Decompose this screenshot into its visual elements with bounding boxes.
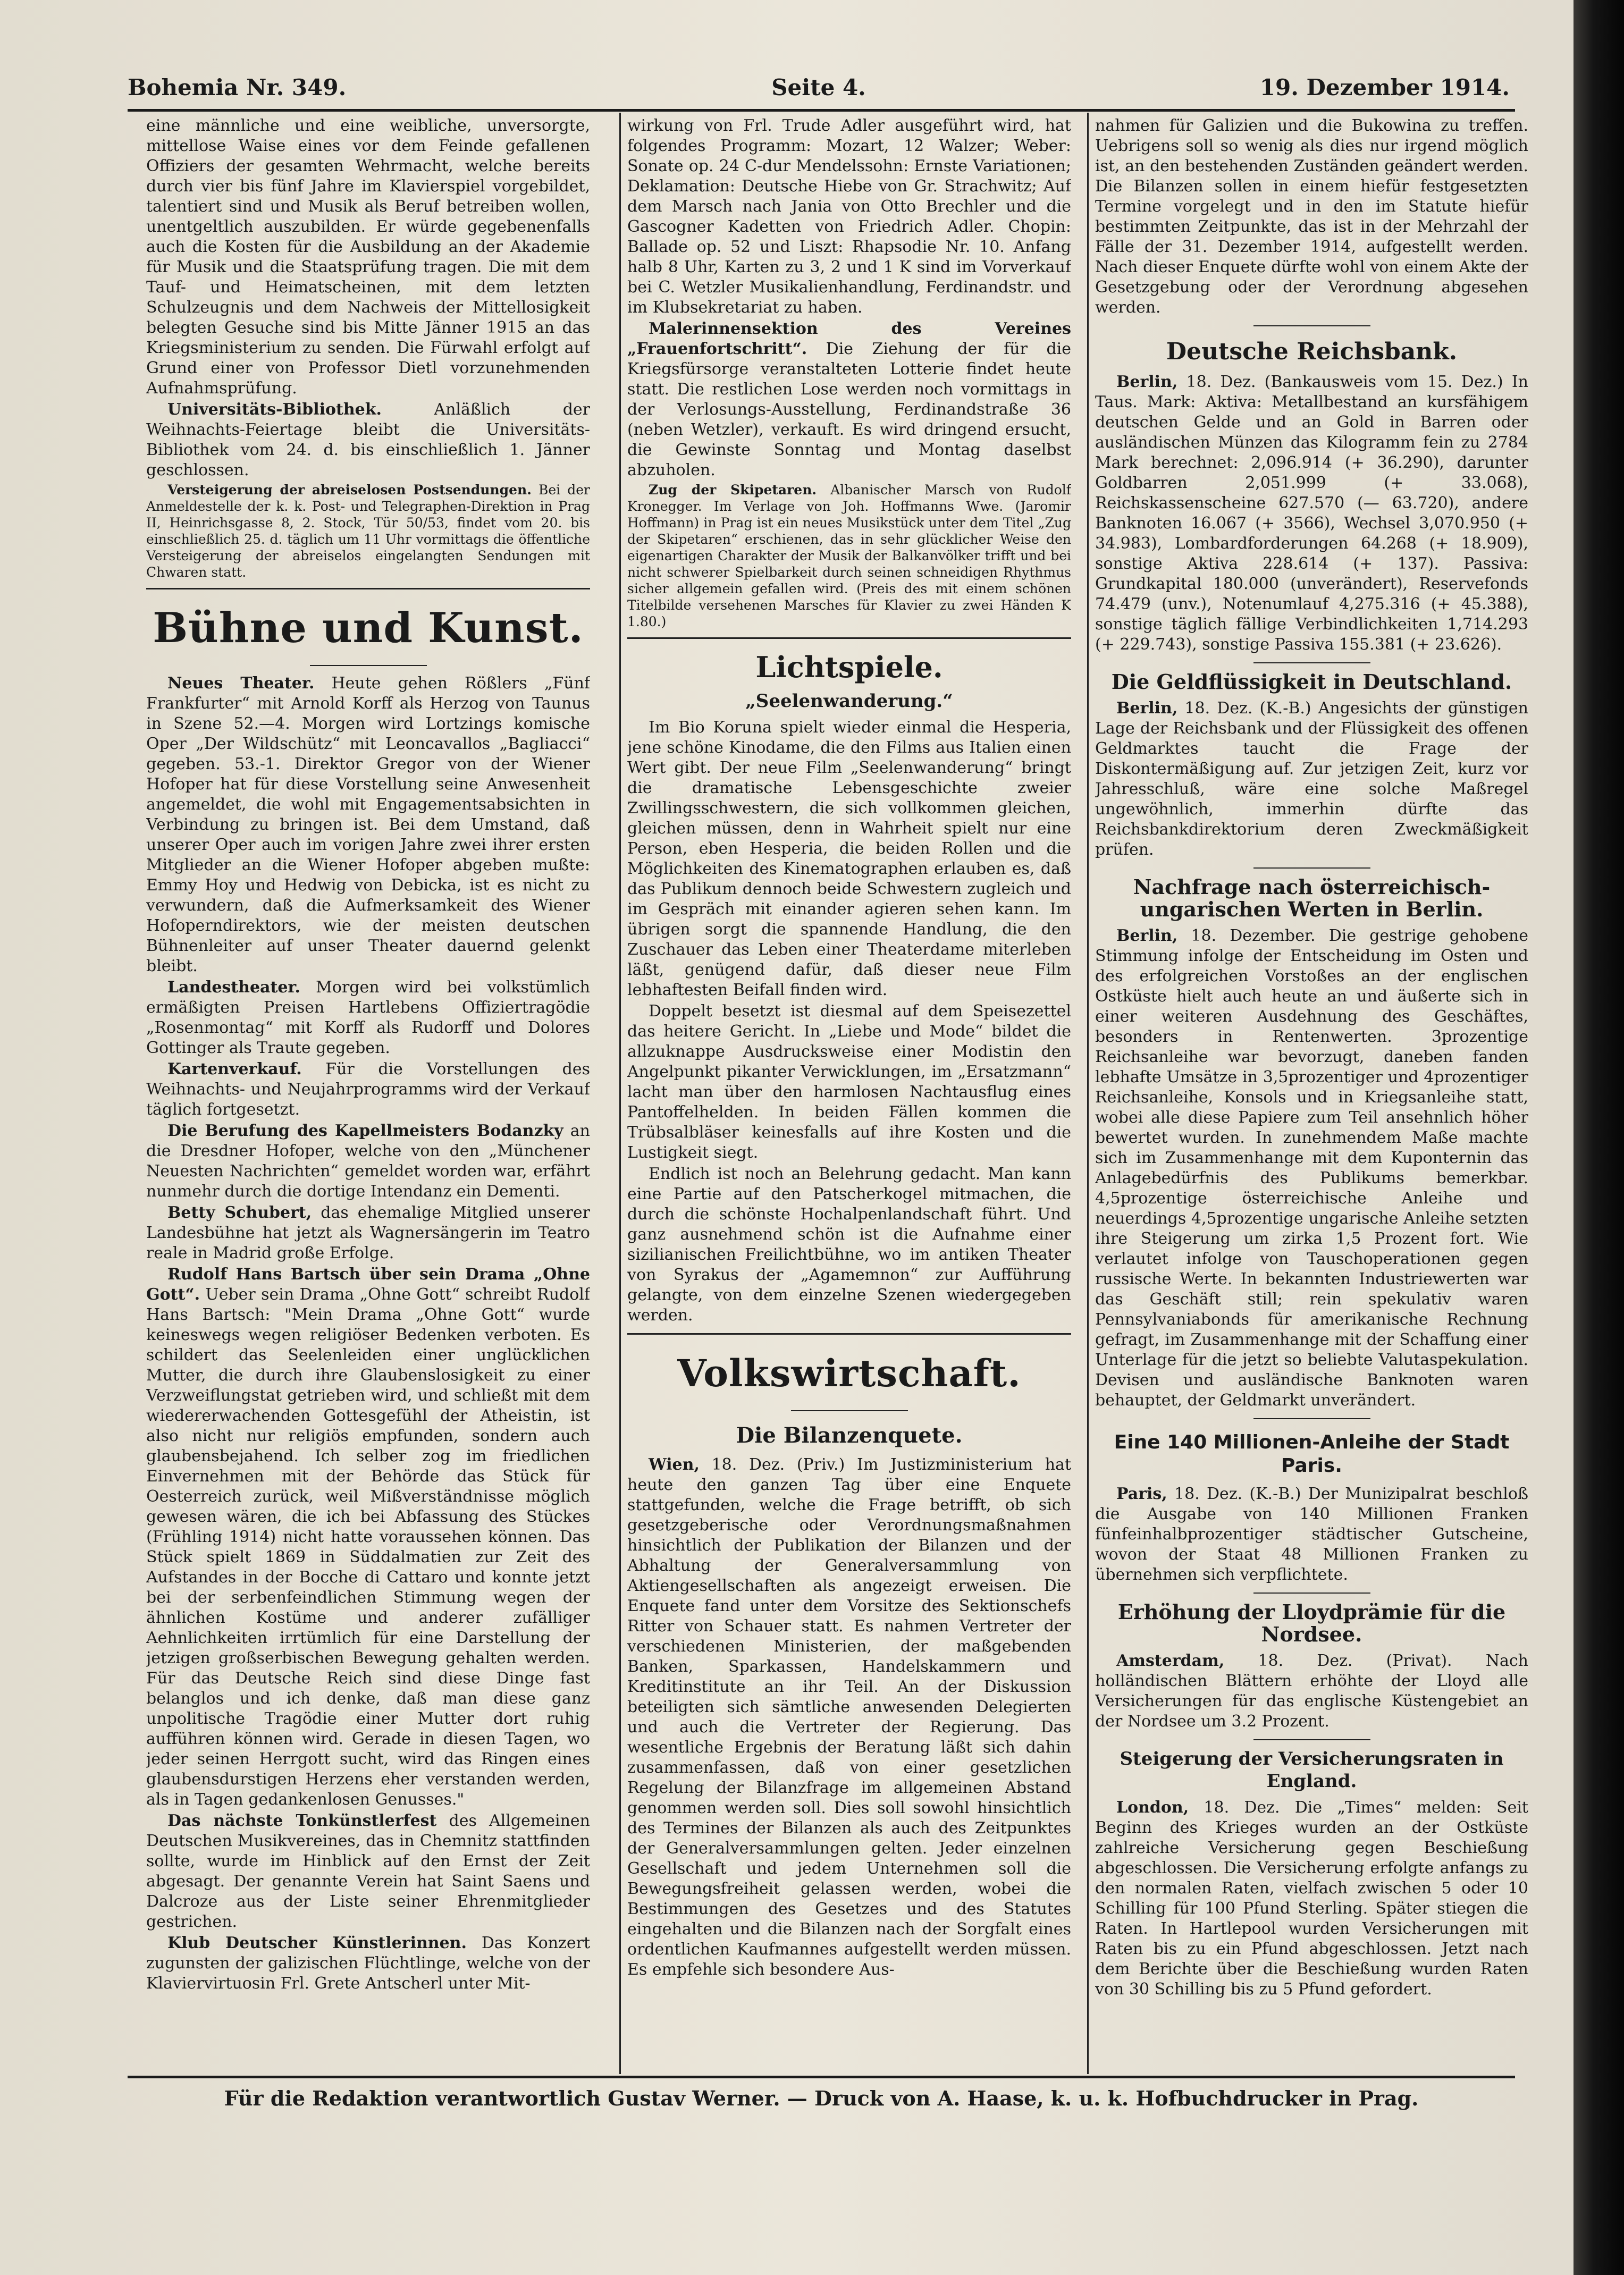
section-rule xyxy=(1253,1418,1370,1419)
article-paragraph: Doppelt besetzt ist diesmal auf dem Speisezettel das heitere Gericht. In „Liebe und Mode“ bildet die allzuknappe Ausdrucksweise einer Modistin den Angelpunkt pikanter Verwicklungen, im „Ersatzmann“ lacht man über den harmlosen Nachtausflug eines Pantoffelhelden. In beiden Fällen kommen die Trübsalbläser keinesfalls auf ihre Kosten und die Lustigkeit siegt. xyxy=(627,1002,1071,1162)
article-lead: Berlin, xyxy=(1116,373,1178,391)
article-lead: Berlin, xyxy=(1116,699,1178,718)
article-title-reichsbank: Deutsche Reichsbank. xyxy=(1166,338,1458,365)
article-lead: Klub Deutscher Künstlerinnen. xyxy=(167,1934,467,1952)
article-paragraph: Universitäts-Bibliothek. Anläßlich der Weihnachts-Feiertage bleibt die Universitäts-Bibliothek vom 24. d. bis einschließlich 1. Jänner geschlossen. xyxy=(146,400,590,479)
article-title-seelenwanderung: „Seelenwanderung.“ xyxy=(745,690,953,712)
footer-rule xyxy=(128,2076,1515,2078)
section-rule xyxy=(791,1410,908,1411)
section-rule xyxy=(627,637,1071,639)
section-rule xyxy=(1253,325,1370,326)
article-lead: Versteigerung der abreiselosen Postsendungen. xyxy=(167,482,532,498)
article-lead: Universitäts-Bibliothek. xyxy=(167,400,382,419)
article-paragraph: eine männliche und eine weibliche, unversorgte, mittellose Waise eines vor dem Feinde gefallenen Offiziers der gesamten Wehrmacht, welche bereits durch vier bis fünf Jahre im Klavierspiel vorgebildet, talentiert sind und Musik als Beruf betreiben wollen, unentgeltlich auszubilden. Er würde gegebenenfalls auch die Kosten für die Ausbildung an der Akademie für Musik und die Staatsprüfung tragen. Die mit dem Tauf- und Heimatscheinen, mit dem letzten Schulzeugnis und dem Nachweis der Mittellosigkeit belegten Gesuche sind bis Mitte Jänner 1915 an das Kriegsministerium zu senden. Die Fürwahl erfolgt auf Grund einer von Professor Dietl vorzunehmenden Aufnahmsprüfung. xyxy=(146,116,590,398)
article-title-nachfrage: Nachfrage nach österreichisch-ungarischen Werten in Berlin. xyxy=(1133,875,1491,921)
article-paragraph: London, 18. Dez. Die „Times“ melden: Seit Beginn des Krieges wurden an der Ostküste zahlreiche Versicherung gegen Beschießung abgeschlossen. Die Versicherung erfolgte anfangs zu den normalen Raten, vielfach zwischen 5 oder 10 Schilling für 100 Pfund Sterling. Später stiegen die Raten. In Hartlepool wurden Versicherungen mit Raten bis zu ein Pfund abgeschlossen. Jetzt nach dem Berichte über die Beschießung wurden Raten von 30 Schilling bis zu 5 Pfund gefordert. xyxy=(1095,1798,1528,1999)
article-paragraph: Wien, 18. Dez. (Priv.) Im Justizministerium hat heute den ganzen Tag über eine Enquete stattgefunden, welche die Frage betrifft, ob sich gesetzgeberische oder Verordnungsmaßnahmen hinsichtlich der Publikation der Bilanzen und der Abhaltung der Generalversammlung von Aktiengesellschaften als angezeigt erweisen. Die Enquete fand unter dem Vorsitze des Sektionschefs Ritter von Schauer statt. Es nahmen Vertreter der verschiedenen Ministerien, der maßgebenden Banken, Sparkassen, Handelskammern und Kreditinstitute an ihr Teil. An der Diskussion beteiligten sich sämtliche anwesenden Delegierten und auch die Vertreter der Regierung. Das wesentliche Ergebnis der Beratung läßt sich dahin zusammenfassen, daß von einer gesetzlichen Regelung der Bilanzfrage im allgemeinen Abstand genommen werden soll. Dies soll sowohl hinsichtlich des Termines der Bilanzen als auch des Zeitpunktes der Generalversammlungen gelten. Jeder einzelnen Gesellschaft und jedem Unternehmen soll die Bewegungsfreiheit gelassen werden, wobei die Bestimmungen des Gesetzes und des Statutes eingehalten und die Bilanzen nach der Sorgfalt eines ordentlichen Kaufmannes aufgestellt werden müssen. Es empfehle sich besondere Aus- xyxy=(627,1455,1071,1979)
article-paragraph: Betty Schubert, das ehemalige Mitglied unserer Landesbühne hat jetzt als Wagnersängerin im Teatro reale in Madrid große Erfolge. xyxy=(146,1203,590,1262)
header-paper-issue: Bohemia Nr. 349. xyxy=(128,74,347,100)
article-paragraph: Landestheater. Morgen wird bei volkstümlich ermäßigten Preisen Hartlebens Offiziertragödie „Rosenmontag“ mit Korff als Rudorff und Dolores Gottinger als Traute gegeben. xyxy=(146,978,590,1057)
article-lead: Wien, xyxy=(649,1455,700,1474)
article-paragraph: Das nächste Tonkünstlerfest des Allgemeinen Deutschen Musikvereines, das in Chemnitz stattfinden sollte, wurde im Hinblick auf den Ernst der Zeit abgesagt. Der genannte Verein hat Saint Saens und Dalcroze aus der Liste seiner Ehrenmitglieder gestrichen. xyxy=(146,1811,590,1931)
section-rule xyxy=(146,588,590,589)
article-lead: Kartenverkauf. xyxy=(167,1060,302,1078)
column-divider-2 xyxy=(1087,113,1089,2074)
article-title-bilanzenquete: Die Bilanzenquete. xyxy=(736,1423,963,1448)
article-paragraph: Kartenverkauf. Für die Vorstellungen des Weihnachts- und Neujahrprogramms wird der Verkauf täglich fortgesetzt. xyxy=(146,1060,590,1119)
section-title-buehne-und-kunst: Bühne und Kunst. xyxy=(153,604,584,652)
article-paragraph: Neues Theater. Heute gehen Rößlers „Fünf Frankfurter“ mit Arnold Korff als Herzog von Taunus in Szene 52.—4. Morgen wird Lortzings komische Oper „Der Wildschütz“ mit Leoncavallos „Bagliacci“ gegeben. 53.-1. Direktor Gregor von der Wiener Hofoper hat für diese Vorstellung seine Anwesenheit angemeldet, die wohl mit Engagementsabsichten in Verbindung zu bringen ist. Bei dem Umstand, daß unserer Oper auch im vorigen Jahre zwei ihrer ersten Mitglieder an die Wiener Hofoper abgeben mußte: Emmy Hoy und Hedwig von Debicka, ist es nicht zu verwundern, daß die Aufmerksamkeit des Wiener Hofoperndirektors, wie der meisten deutschen Bühnenleiter auf unser Theater dauernd gelenkt bleibt. xyxy=(146,674,590,975)
article-lead: Paris, xyxy=(1116,1485,1167,1503)
page-header xyxy=(128,74,1510,106)
article-paragraph: Rudolf Hans Bartsch über sein Drama „Ohne Gott“. Ueber sein Drama „Ohne Gott“ schreibt Rudolf Hans Bartsch: "Mein Drama „Ohne Gott“ wurde keineswegs wegen religiöser Bedenken verboten. Es schildert das Seelenleiden einer unglücklichen Mutter, die durch ihre Glaubenslosigkeit zu einer Verzweiflungstat getrieben wird, und schließt mit dem wiedererwachenden Gottesgefühl der Atheistin, ist also nicht nur religiös empfunden, sondern auch glaubensbejahend. Ich selber zog im friedlichen Einvernehmen mit der Behörde das Stück für Oesterreich zurück, weil Mißverständnisse möglich gewesen wären, die ich bei Abfassung des Stückes (Frühling 1914) nicht hatte voraussehen können. Das Stück spielt 1869 in Süddalmatien zur Zeit des Aufstandes in der Bocche di Cattaro und konnte jetzt bei der serbenfeindlichen Stimmung wegen der ähnlichen Kostüme und anderer zufälliger Aehnlichkeiten irrtümlich für eine Darstellung der jetzigen großserbischen Bewegung gehalten werden. Für das Deutsche Reich sind diese Dinge fast belanglos und ich denke, daß man diese ganz unpolitische Tragödie einer Mutter dort ruhig aufführen können wird. Gerade in diesen Tagen, wo jeder seinen Herrgott sucht, wird das Ringen eines glaubensdurstigen Herzens eher verstanden werden, als in Tagen gedankenlosen Genusses." xyxy=(146,1265,590,1809)
article-paragraph: Berlin, 18. Dez. (Bankausweis vom 15. Dez.) In Taus. Mark: Aktiva: Metallbestand an kursfähigem deutschen Gelde und an Gold in Barren oder ausländischen Münzen das Kilogramm fein zu 2784 Mark berechnet: 2,096.914 (+ 36.290), darunter Goldbarren 2,051.999 (+ 33.068), Reichskassenscheine 627.570 (— 63.720), andere Banknoten 16.067 (+ 3566), Wechsel 3,070.950 (+ 34.983), Lombardforderungen 64.268 (+ 18.909), sonstige Aktiva 228.614 (+ 137). Passiva: Grundkapital 180.000 (unverändert), Reservefonds 74.479 (unv.), Notenumlauf 4,275.316 (+ 45.388), sonstige täglich fällige Verbindlichkeiten 1,714.293 (+ 229.743), sonstige Passiva 155.381 (+ 23.626). xyxy=(1095,373,1528,654)
article-paragraph: Im Bio Koruna spielt wieder einmal die Hesperia, jene schöne Kinodame, die den Films aus Italien einen Wert gibt. Der neue Film „Seelenwanderung“ bringt die dramatische Lebensgeschichte zweier Zwillingsschwestern, die sich vollkommen gleichen, gleichen müssen, denn in Wahrheit spielt nur eine Person, eben Hesperia, die beiden Rollen und die Möglichkeiten des Kinematographen erlauben es, daß das Publikum dennoch beide Schwestern zugleich und im Gespräch mit einander agieren sehen kann. Im übrigen sorgt die spannende Handlung, die den Zuschauer das Leben einer Theaterdame miterleben läßt, genügend dafür, daß dieser neue Film lebhaftesten Beifall finden wird. xyxy=(627,718,1071,999)
article-paragraph: Amsterdam, 18. Dez. (Privat). Nach holländischen Blättern erhöhte der Lloyd alle Versicherungen für das englische Küstengebiet an der Nordsee um 3.2 Prozent. xyxy=(1095,1652,1528,1731)
article-lead: Die Berufung des Kapellmeisters Bodanzky xyxy=(167,1122,563,1140)
article-lead: Amsterdam, xyxy=(1116,1652,1225,1670)
article-paragraph: Die Berufung des Kapellmeisters Bodanzky an die Dresdner Hofoper, welche von den „Münchener Neuesten Nachrichten“ gemeldet worden war, erfährt nunmehr durch die dortige Intendanz ein Dementi. xyxy=(146,1122,590,1201)
section-rule xyxy=(1253,1739,1370,1740)
section-rule xyxy=(1253,867,1370,869)
article-paragraph: Endlich ist noch an Belehrung gedacht. Man kann eine Partie auf den Patscherkogel mitmachen, die durch die schönste Hochalpenlandschaft führt. Und ganz ausnehmend schön ist die Aufnahme einer sizilianischen Freilichtbühne, wo im antiken Theater von Syrakus der „Agamemnon“ zur Aufführung gelangte, von dem einzelne Szenen wiedergegeben werden. xyxy=(627,1165,1071,1325)
article-lead: Das nächste Tonkünstlerfest xyxy=(167,1811,437,1830)
article-paragraph: wirkung von Frl. Trude Adler ausgeführt wird, hat folgendes Programm: Mozart, 12 Walzer; Weber: Sonate op. 24 C-dur Mendelssohn: Ernste Variationen; Deklamation: Deutsche Hiebe von Gr. Strachwitz; Auf dem Marsch nach Jania von Otto Brechler und die Gascogner Kadetten von Friedrich Adler. Chopin: Ballade op. 52 und Liszt: Rhapsodie Nr. 10. Anfang halb 8 Uhr, Karten zu 3, 2 und 1 K sind im Vorverkauf bei C. Wetzler Musikalienhandlung, Ferdinandstr. und im Klubsekretariat zu haben. xyxy=(627,116,1071,317)
article-paragraph: Paris, 18. Dez. (K.-B.) Der Munizipalrat beschloß die Ausgabe von 140 Millionen Franken fünfeinhalbprozentiger städtischer Gutscheine, wovon der Staat 48 Millionen Franken zu übernehmen sich verpflichtete. xyxy=(1095,1485,1528,1584)
article-lead: Neues Theater. xyxy=(167,674,315,693)
article-paragraph: Malerinnensektion des Vereines „Frauenfortschritt“. Die Ziehung der für die Kriegsfürsorge veranstalteten Lotterie findet heute statt. Die restlichen Lose werden noch vormittags in der Verlosungs-Ausstellung, Ferdinandstraße 36 (neben Wetzler), verkauft. Es wird dringend ersucht, die Gewinste Sonntag und Montag daselbst abzuholen. xyxy=(627,319,1071,479)
article-lead: Malerinnensektion des Vereines „Frauenfortschritt“. xyxy=(627,319,1071,358)
section-rule xyxy=(1253,1592,1370,1594)
article-lead: Betty Schubert, xyxy=(167,1203,312,1222)
article-lead: Berlin, xyxy=(1116,926,1178,945)
section-rule xyxy=(310,665,427,666)
article-title-geldfluessigkeit: Die Geldflüssigkeit in Deutschland. xyxy=(1111,670,1512,694)
article-lead: Landestheater. xyxy=(167,978,300,997)
article-paragraph: nahmen für Galizien und die Bukowina zu treffen. Uebrigens soll so wenig als dies nur irgend möglich ist, an den bestehenden Zuständen geändert werden. Die Bilanzen sollen in einem hiefür festgesetzten Termine vorgelegt und in den im Statute hiefür bestimmten Zeitpunkte, das ist in der Mehrzahl der Fälle der 31. Dezember 1914, aufgestellt werden. Nach dieser Enquete dürfte wohl von einem Akte der Gesetzgebung oder der Verordnung abgesehen werden. xyxy=(1095,116,1528,317)
article-paragraph: Versteigerung der abreiselosen Postsendungen. Bei der Anmeldestelle der k. k. Post- und Telegraphen-Direktion in Prag II, Heinrichsgasse 8, 2. Stock, Tür 50/53, findet vom 20. bis einschließlich 25. d. täglich um 11 Uhr vormittags die öffentliche Versteigerung der abreiselos eingelangten Sendungen mit Chwaren statt. xyxy=(146,482,590,580)
article-paragraph: Berlin, 18. Dez. (K.-B.) Angesichts der günstigen Lage der Reichsbank und der Flüssigkeit des offenen Geldmarktes taucht die Frage der Diskontermäßigung auf. Zur jetzigen Zeit, kurz vor Jahresschluß, wäre eine solche Maßregel ungewöhnlich, immerhin dürfte das Reichsbankdirektorium deren Zweckmäßigkeit prüfen. xyxy=(1095,699,1528,859)
section-rule xyxy=(1253,662,1370,663)
header-rule xyxy=(128,109,1515,112)
article-lead: Zug der Skipetaren. xyxy=(649,482,817,498)
imprint-footer: Für die Redaktion verantwortlich Gustav Werner. — Druck von A. Haase, k. u. k. Hofbuchdrucker in Prag. xyxy=(224,2086,1419,2110)
column-divider-1 xyxy=(619,113,621,2074)
section-title-lichtspiele: Lichtspiele. xyxy=(755,650,943,684)
article-title-versicherungsraten: Steigerung der Versicherungsraten in England. xyxy=(1120,1748,1504,1792)
article-lead: Rudolf Hans Bartsch über sein Drama „Ohne Gott“. xyxy=(146,1265,590,1304)
article-paragraph: Zug der Skipetaren. Albanischer Marsch von Rudolf Kronegger. Im Verlage von Joh. Hoffmanns Wwe. (Jaromir Hoffmann) in Prag ist ein neues Musikstück unter dem Titel „Zug der Skipetaren“ erschienen, das in sehr glücklicher Weise den eigenartigen Charakter der Musik der Balkanvölker trifft und bei nicht schwerer Spielbarkeit durch seinen schneidigen Rhythmus sicher allgemein gefallen wird. (Preis des mit einem schönen Titelbilde versehenen Marsches für Klavier zu zwei Händen K 1.80.) xyxy=(627,482,1071,629)
section-title-volkswirtschaft: Volkswirtschaft. xyxy=(677,1351,1021,1395)
article-title-lloydpraemie: Erhöhung der Lloydprämie für die Nordsee. xyxy=(1117,1600,1506,1646)
article-paragraph: Klub Deutscher Künstlerinnen. Das Konzert zugunsten der galizischen Flüchtlinge, welche von der Klaviervirtuosin Frl. Grete Antscherl unter Mit- xyxy=(146,1934,590,1993)
header-date: 19. Dezember 1914. xyxy=(1259,74,1510,100)
header-page-number: Seite 4. xyxy=(771,74,866,100)
article-title-paris-anleihe: Eine 140 Millionen-Anleihe der Stadt Paris. xyxy=(1114,1431,1510,1477)
column-1 xyxy=(146,116,590,2072)
column-2 xyxy=(627,116,1071,2072)
section-rule xyxy=(627,1333,1071,1335)
article-lead: London, xyxy=(1116,1798,1189,1817)
column-3 xyxy=(1095,116,1528,2072)
article-paragraph: Berlin, 18. Dezember. Die gestrige gehobene Stimmung infolge der Entscheidung im Osten und des erfolgreichen Vorstoßes an der englischen Ostküste hielt auch heute an und äußerte sich in einer weiteren Ausdehnung des Geschäftes, besonders in Rentenwerten. 3prozentige Reichsanleihe war bevorzugt, daneben fanden lebhafte Umsätze in 3,5prozentiger und 4prozentiger Reichsanleihe, Konsols und in Kriegsanleihe statt, wobei alle diese Papiere zum Teil ansehnlich höher bewertet wurden. In zunehmendem Maße machte sich im Zusammenhange mit dem Kuponternin das Anlagebedürfnis des Publikums bemerkbar. 4,5prozentige österreichische Anleihe und neuerdings 4,5prozentige ungarische Anleihe setzten ihre Steigerung um zirka 1,5 Prozent fort. Wie verlautet infolge von Tauschoperationen gegen russische Werte. In bekannten Industriewerten war das Geschäft still; rein spekulativ waren Pennsylvaniabonds für amerikanische Rechnung gefragt, im Zusammenhange mit der Schaffung einer Unterlage für die jetzt so beliebte Valutaspekulation. Devisen und ausländische Banknoten waren behauptet, der Geldmarkt unverändert. xyxy=(1095,926,1528,1410)
